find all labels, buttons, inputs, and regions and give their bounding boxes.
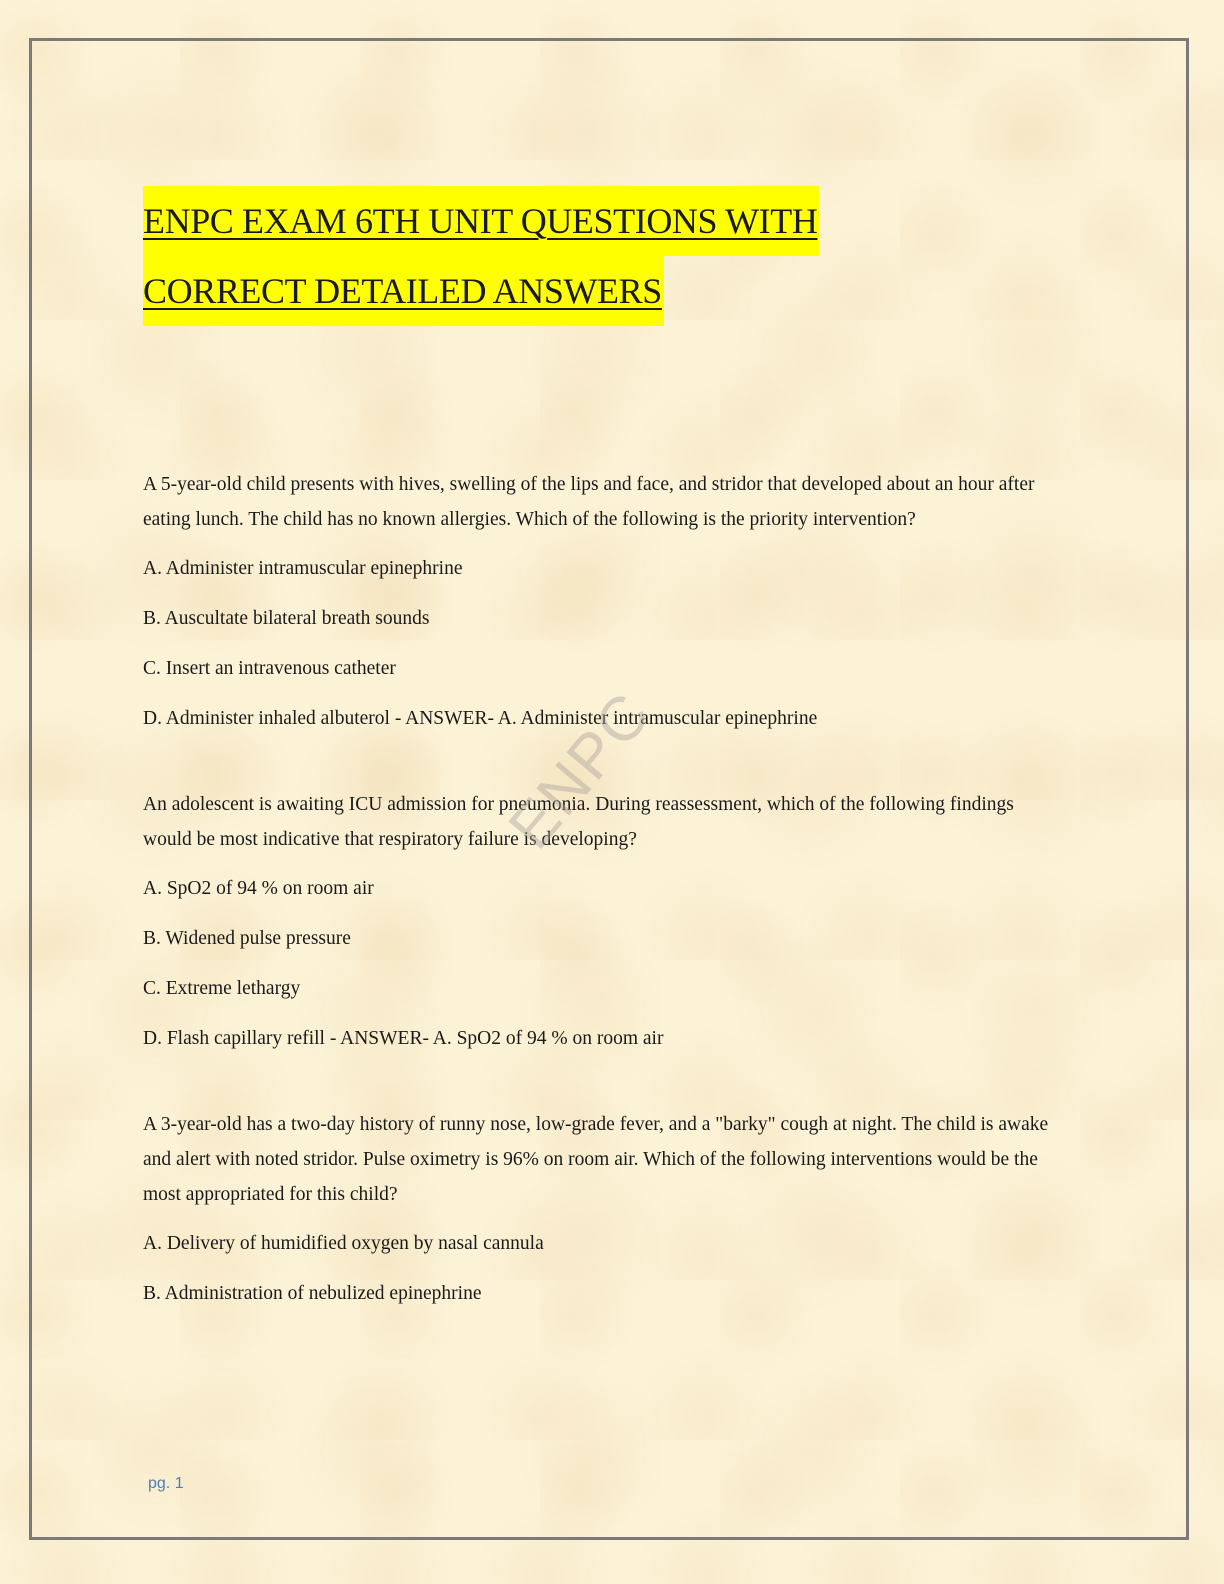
title-line-2: CORRECT DETAILED ANSWERS	[143, 256, 664, 326]
title-line-1: ENPC EXAM 6TH UNIT QUESTIONS WITH	[143, 186, 819, 256]
answer-option: A. Delivery of humidified oxygen by nasal cannula	[143, 1233, 544, 1254]
answer-option: C. Extreme lethargy	[143, 978, 301, 999]
question-list	[143, 467, 1063, 1362]
answer-option: D. Administer inhaled albuterol - ANSWER- A. Administer intramuscular epinephrine	[143, 708, 818, 729]
question-block-1	[143, 467, 1063, 736]
question-block-2	[143, 787, 1063, 1056]
question-block-3	[143, 1107, 1063, 1311]
answer-option: B. Widened pulse pressure	[143, 928, 351, 949]
answer-option: B. Administration of nebulized epinephrine	[143, 1283, 482, 1304]
document-title	[143, 186, 1003, 326]
answer-option: A. Administer intramuscular epinephrine	[143, 558, 463, 579]
question-text: A 3-year-old has a two-day history of runny nose, low-grade fever, and a "barky" cough at night. The child is awake and alert with noted stridor. Pulse oximetry is 96% on room air. Which of the following interventions would be the most appropriated for this child?	[143, 1114, 1049, 1205]
answer-option: B. Auscultate bilateral breath sounds	[143, 608, 430, 629]
watermark: ENPC	[495, 679, 665, 862]
question-text: An adolescent is awaiting ICU admission for pneumonia. During reassessment, which of the following findings would be most indicative that respiratory failure is developing?	[143, 794, 1014, 850]
answer-option: D. Flash capillary refill - ANSWER- A. SpO2 of 94 % on room air	[143, 1028, 664, 1049]
answer-option: A. SpO2 of 94 % on room air	[143, 878, 374, 899]
page-number: pg. 1	[148, 1475, 184, 1492]
answer-option: C. Insert an intravenous catheter	[143, 658, 396, 679]
question-text: A 5-year-old child presents with hives, swelling of the lips and face, and stridor that developed about an hour after eating lunch. The child has no known allergies. Which of the following is the priority intervention?	[143, 474, 1035, 530]
